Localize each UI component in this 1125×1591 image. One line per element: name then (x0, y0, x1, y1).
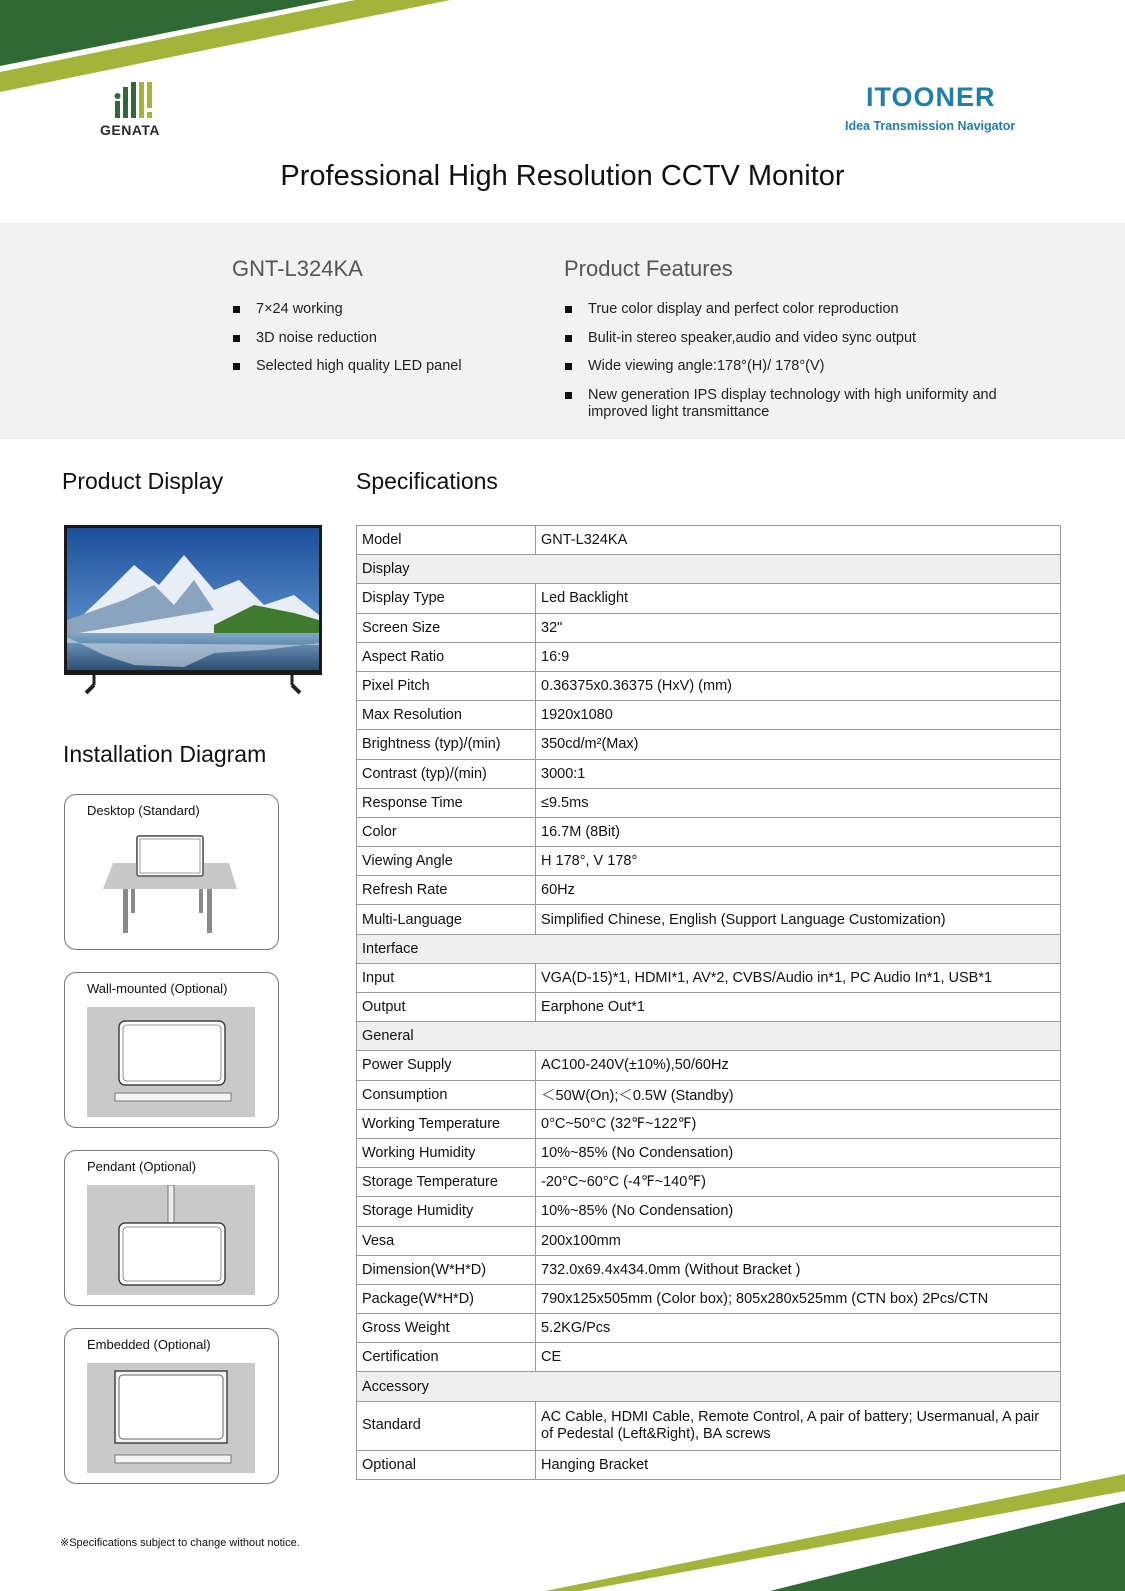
table-row (357, 847, 1061, 876)
product-display-title: Product Display (62, 468, 224, 494)
spec-key: Model (357, 526, 536, 555)
spec-value: 32" (536, 613, 1061, 642)
features-title: Product Features (564, 256, 733, 281)
spec-value: 10%~85% (No Condensation) (536, 1138, 1061, 1167)
spec-key: Storage Temperature (357, 1168, 536, 1197)
table-row (357, 1450, 1061, 1479)
spec-key: Storage Humidity (357, 1197, 536, 1226)
list-item: Bulit-in stereo speaker,audio and video sync output (564, 330, 1004, 347)
specifications-title: Specifications (356, 468, 498, 494)
table-row (357, 876, 1061, 905)
spec-key: Viewing Angle (357, 847, 536, 876)
spec-value: CE (536, 1343, 1061, 1372)
model-bullets (232, 301, 532, 387)
pendant-mount-icon (87, 1185, 255, 1295)
spec-value: 10%~85% (No Condensation) (536, 1197, 1061, 1226)
install-label: Desktop (Standard) (87, 803, 200, 818)
spec-value: 350cd/m²(Max) (536, 730, 1061, 759)
spec-value: 5.2KG/Pcs (536, 1314, 1061, 1343)
wall-mount-icon (87, 1007, 255, 1117)
spec-key: Max Resolution (357, 701, 536, 730)
spec-key: Consumption (357, 1080, 536, 1109)
itooner-tagline: Idea Transmission Navigator (845, 119, 1016, 133)
table-row (357, 1314, 1061, 1343)
spec-key: Optional (357, 1450, 536, 1479)
table-row (357, 993, 1061, 1022)
list-item: 7×24 working (232, 301, 532, 318)
desktop-stand-icon (101, 833, 241, 937)
spec-value: 732.0x69.4x434.0mm (Without Bracket ) (536, 1255, 1061, 1284)
table-row (357, 1022, 1061, 1051)
spec-group-label: Accessory (357, 1372, 1061, 1401)
spec-key: Color (357, 817, 536, 846)
page-title: Professional High Resolution CCTV Monitor (280, 160, 845, 192)
table-row (357, 1109, 1061, 1138)
install-card-embedded (64, 1328, 279, 1484)
table-row (357, 555, 1061, 584)
spec-value: ≤9.5ms (536, 788, 1061, 817)
table-row (357, 1255, 1061, 1284)
spec-key: Screen Size (357, 613, 536, 642)
table-row (357, 934, 1061, 963)
list-item: New generation IPS display technology with high uniformity and improved light transmittance (564, 387, 1004, 421)
table-row (357, 671, 1061, 700)
spec-value: 790x125x505mm (Color box); 805x280x525mm (CTN box) 2Pcs/CTN (536, 1284, 1061, 1313)
table-row (357, 1401, 1061, 1450)
install-label: Pendant (Optional) (87, 1159, 197, 1174)
table-row (357, 613, 1061, 642)
table-row (357, 584, 1061, 613)
spec-value: 3000:1 (536, 759, 1061, 788)
spec-value: 1920x1080 (536, 701, 1061, 730)
spec-key: Gross Weight (357, 1314, 536, 1343)
spec-value: 16:9 (536, 642, 1061, 671)
spec-value: 0°C~50°C (32℉~122℉) (536, 1109, 1061, 1138)
list-item: True color display and perfect color reproduction (564, 301, 1004, 318)
spec-value: H 178°, V 178° (536, 847, 1061, 876)
list-item: Wide viewing angle:178°(H)/ 178°(V) (564, 358, 1004, 375)
install-label: Embedded (Optional) (87, 1337, 211, 1352)
table-row (357, 1051, 1061, 1080)
spec-key: Power Supply (357, 1051, 536, 1080)
spec-key: Certification (357, 1343, 536, 1372)
spec-key: Brightness (typ)/(min) (357, 730, 536, 759)
spec-value: 200x100mm (536, 1226, 1061, 1255)
genata-logo-text: GENATA (100, 122, 161, 138)
table-row (357, 788, 1061, 817)
install-card-pendant (64, 1150, 279, 1306)
spec-value: 0.36375x0.36375 (HxV) (mm) (536, 671, 1061, 700)
spec-value: 60Hz (536, 876, 1061, 905)
install-label: Wall-mounted (Optional) (87, 981, 228, 996)
spec-value: ＜50W(On);＜0.5W (Standby) (536, 1080, 1061, 1109)
product-image (64, 525, 322, 700)
spec-key: Display Type (357, 584, 536, 613)
spec-value: Simplified Chinese, English (Support Language Customization) (536, 905, 1061, 934)
spec-key: Contrast (typ)/(min) (357, 759, 536, 788)
table-row (357, 1343, 1061, 1372)
spec-key: Output (357, 993, 536, 1022)
spec-group-label: Display (357, 555, 1061, 584)
spec-key: Pixel Pitch (357, 671, 536, 700)
list-item: Selected high quality LED panel (232, 358, 532, 375)
spec-value: AC Cable, HDMI Cable, Remote Control, A pair of battery; Usermanual, A pair of Pedestal (Left&Right), BA screws (536, 1401, 1061, 1450)
spec-value: VGA(D-15)*1, HDMI*1, AV*2, CVBS/Audio in*1, PC Audio In*1, USB*1 (536, 963, 1061, 992)
table-row (357, 817, 1061, 846)
model-title: GNT-L324KA (232, 256, 363, 281)
spec-group-label: General (357, 1022, 1061, 1051)
table-row (357, 526, 1061, 555)
table-row (357, 642, 1061, 671)
genata-logo-icon (114, 82, 154, 120)
features-bullets (564, 301, 1004, 432)
spec-value: Led Backlight (536, 584, 1061, 613)
spec-key: Refresh Rate (357, 876, 536, 905)
itooner-logo: ITOONER (866, 82, 996, 112)
spec-key: Working Humidity (357, 1138, 536, 1167)
spec-key: Aspect Ratio (357, 642, 536, 671)
spec-value: AC100-240V(±10%),50/60Hz (536, 1051, 1061, 1080)
list-item: 3D noise reduction (232, 330, 532, 347)
table-row (357, 1197, 1061, 1226)
table-row (357, 963, 1061, 992)
table-row (357, 1226, 1061, 1255)
specifications-table (356, 525, 1061, 1480)
table-row (357, 1284, 1061, 1313)
install-card-wall (64, 972, 279, 1128)
table-row (357, 1138, 1061, 1167)
spec-key: Dimension(W*H*D) (357, 1255, 536, 1284)
table-row (357, 730, 1061, 759)
spec-value: -20°C~60°C (-4℉~140℉) (536, 1168, 1061, 1197)
spec-value: GNT-L324KA (536, 526, 1061, 555)
install-card-desktop (64, 794, 279, 950)
spec-key: Multi-Language (357, 905, 536, 934)
spec-key: Working Temperature (357, 1109, 536, 1138)
spec-key: Vesa (357, 1226, 536, 1255)
spec-value: Earphone Out*1 (536, 993, 1061, 1022)
table-row (357, 1080, 1061, 1109)
spec-key: Package(W*H*D) (357, 1284, 536, 1313)
spec-value: 16.7M (8Bit) (536, 817, 1061, 846)
spec-key: Standard (357, 1401, 536, 1450)
installation-title: Installation Diagram (63, 741, 267, 767)
table-row (357, 1168, 1061, 1197)
table-row (357, 759, 1061, 788)
table-row (357, 905, 1061, 934)
spec-group-label: Interface (357, 934, 1061, 963)
spec-key: Input (357, 963, 536, 992)
spec-value: Hanging Bracket (536, 1450, 1061, 1479)
table-row (357, 1372, 1061, 1401)
spec-key: Response Time (357, 788, 536, 817)
embedded-mount-icon (87, 1363, 255, 1473)
footnote: ※Specifications subject to change without notice. (60, 1537, 300, 1549)
table-row (357, 701, 1061, 730)
